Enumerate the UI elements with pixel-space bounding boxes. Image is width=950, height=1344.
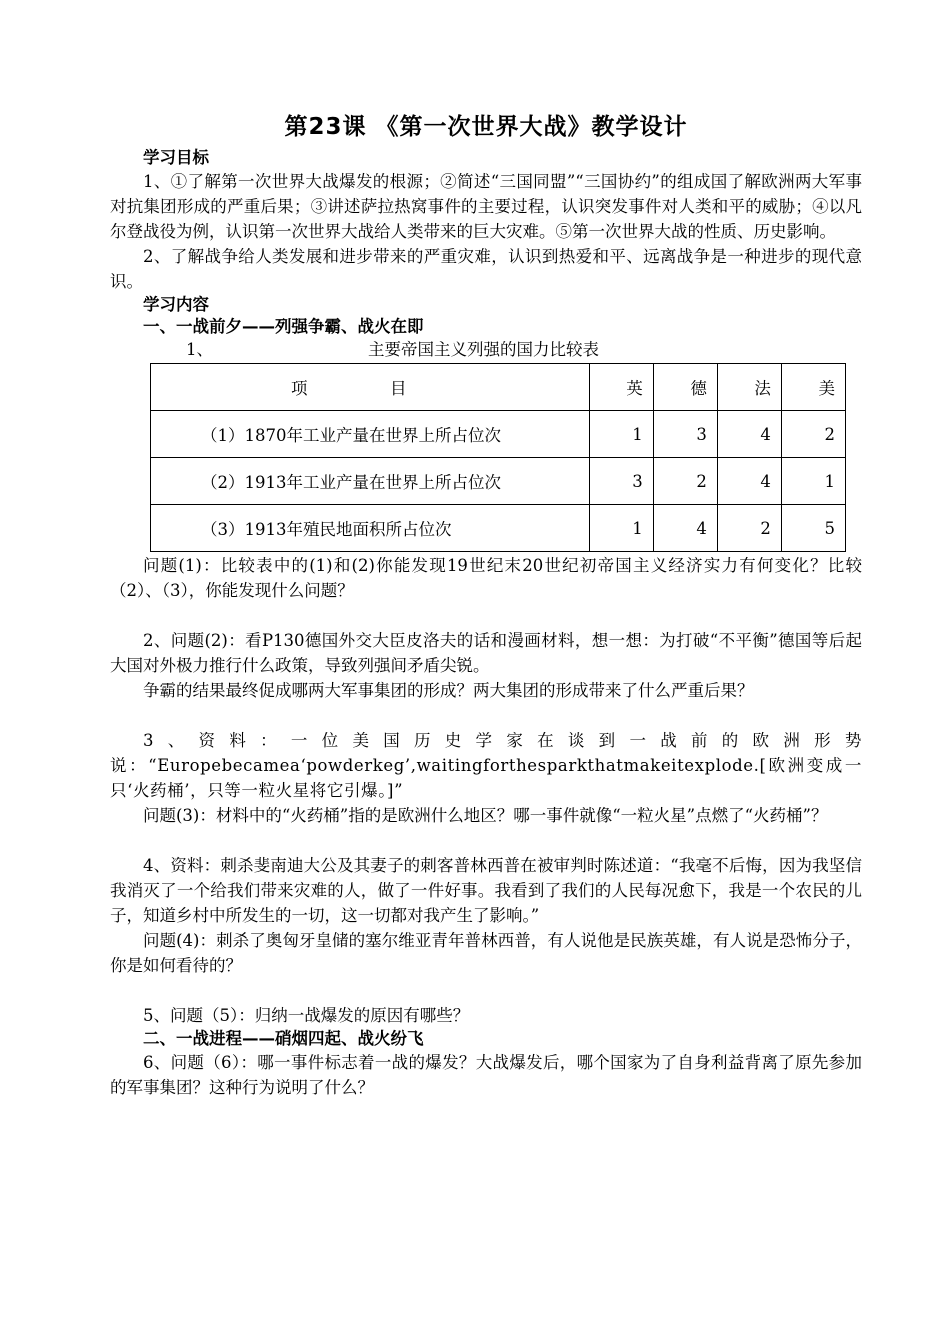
power-comparison-table <box>150 363 846 552</box>
row-label: （2）1913年工业产量在世界上所占位次 <box>151 458 590 505</box>
row-label: （3）1913年殖民地面积所占位次 <box>151 505 590 552</box>
question-5: 5、问题（5）：归纳一战爆发的原因有哪些？ <box>143 1006 470 1025</box>
cell-value: 5 <box>781 505 845 552</box>
table-number: 1、 <box>186 340 213 359</box>
cell-value: 2 <box>717 505 781 552</box>
cell-value: 1 <box>781 458 845 505</box>
page-title: 第23课 《第一次世界大战》教学设计 <box>284 114 688 140</box>
section-content-heading: 学习内容 <box>143 295 209 314</box>
question-4: 问题(4)：刺杀了奥匈牙皇储的塞尔维亚青年普林西普，有人说他是民族英雄，有人说是恐怖分子，你是如何看待的？ <box>110 931 862 975</box>
spacer <box>110 703 862 728</box>
cell-value: 1 <box>589 411 653 458</box>
material-3: 3、资料：一位美国历史学家在谈到一战前的欧洲形势说：“Europebecamea‘powderkeg’,waitingforthesparkthatmakeitexplode.[欧洲变成一只‘火药桶’，只等一粒火星将它引爆。]” <box>110 731 862 800</box>
table-caption: 主要帝国主义列强的国力比较表 <box>368 340 599 359</box>
table-caption-line <box>110 338 862 362</box>
cell-value: 3 <box>589 458 653 505</box>
cell-value: 4 <box>717 458 781 505</box>
header-col: 德 <box>653 364 717 411</box>
question-2: 2、问题(2)：看P130德国外交大臣皮洛夫的话和漫画材料，想一想：为打破“不平衡”德国等后起大国对外极力推行什么政策，导致列强间矛盾尖锐。 <box>110 631 862 675</box>
table-row <box>151 458 846 505</box>
question-3: 问题(3)：材料中的“火药桶”指的是欧洲什么地区？哪一事件就像“一粒火星”点燃了“火药桶”？ <box>143 806 828 825</box>
spacer <box>110 978 862 1003</box>
header-col: 英 <box>589 364 653 411</box>
cell-value: 1 <box>589 505 653 552</box>
table-header-row <box>151 364 846 411</box>
question-6: 6、问题（6）：哪一事件标志着一战的爆发？大战爆发后，哪个国家为了自身利益背离了原先参加的军事集团？这种行为说明了什么？ <box>110 1053 862 1097</box>
material-4: 4、资料：刺杀斐南迪大公及其妻子的刺客普林西普在被审判时陈述道：“我毫不后悔，因为我坚信我消灭了一个给我们带来灾难的人，做了一件好事。我看到了我们的人民每况愈下，我是一个农民的儿子，知道乡村中所发生的一切，这一切都对我产生了影响。” <box>110 856 862 925</box>
spacer <box>110 828 862 853</box>
section-goals-heading: 学习目标 <box>143 148 209 167</box>
cell-value: 3 <box>653 411 717 458</box>
row-label: （1）1870年工业产量在世界上所占位次 <box>151 411 590 458</box>
goal-2: 2、了解战争给人类发展和进步带来的严重灾难，认识到热爱和平、远离战争是一种进步的现代意识。 <box>110 247 862 291</box>
header-item: 项 目 <box>151 364 590 411</box>
cell-value: 2 <box>781 411 845 458</box>
cell-value: 4 <box>653 505 717 552</box>
table-row <box>151 505 846 552</box>
cell-value: 4 <box>717 411 781 458</box>
question-1: 问题(1)：比较表中的(1)和(2)你能发现19世纪末20世纪初帝国主义经济实力有何变化？比较（2）、（3），你能发现什么问题？ <box>110 556 862 600</box>
spacer <box>110 603 862 628</box>
table-row <box>151 411 846 458</box>
question-2b: 争霸的结果最终促成哪两大军事集团的形成？两大集团的形成带来了什么严重后果？ <box>143 681 754 700</box>
part-2-heading: 二、一战进程——硝烟四起、战火纷飞 <box>143 1029 424 1048</box>
cell-value: 2 <box>653 458 717 505</box>
document-page <box>110 108 862 1100</box>
header-col: 法 <box>717 364 781 411</box>
part-1-heading: 一、一战前夕——列强争霸、战火在即 <box>143 317 424 336</box>
header-col: 美 <box>781 364 845 411</box>
goal-1: 1、①了解第一次世界大战爆发的根源；②简述“三国同盟”“三国协约”的组成国了解欧洲两大军事对抗集团形成的严重后果；③讲述萨拉热窝事件的主要过程，认识突发事件对人类和平的威胁；④以凡尔登战役为例，认识第一次世界大战给人类带来的巨大灾难。⑤第一次世界大战的性质、历史影响。 <box>110 172 862 241</box>
